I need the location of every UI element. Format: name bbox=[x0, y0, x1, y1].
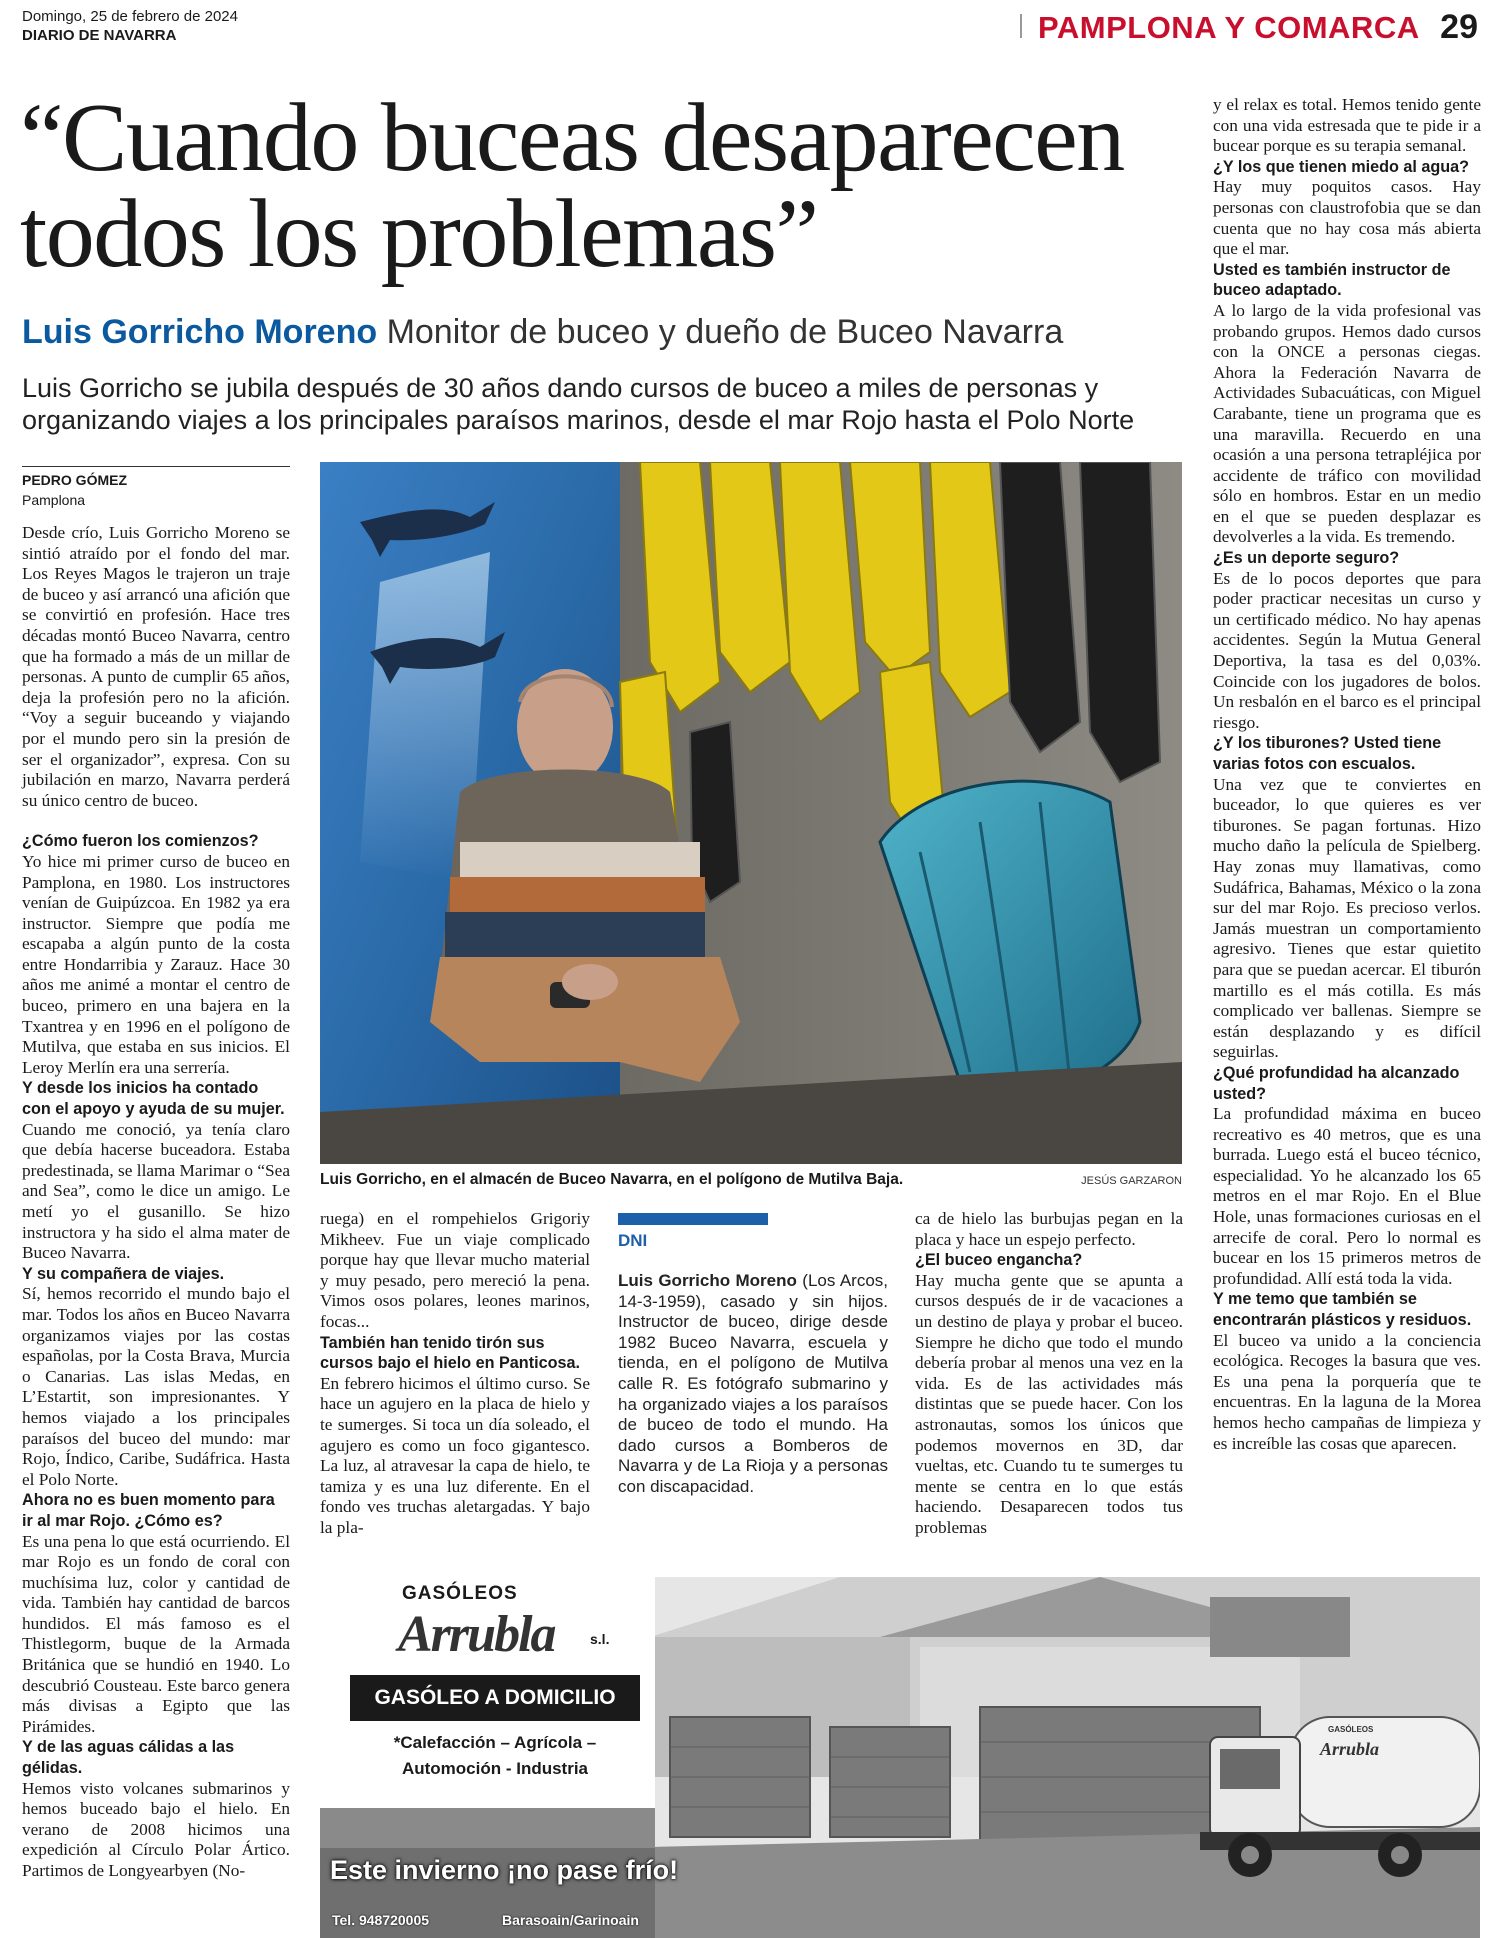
subtitle-role: Monitor de buceo y dueño de Buceo Navarra bbox=[386, 313, 1064, 351]
subtitle-name: Luis Gorricho Moreno bbox=[22, 313, 378, 351]
question: ¿El buceo engancha? bbox=[915, 1251, 1083, 1270]
byline-place: Pamplona bbox=[22, 492, 86, 508]
answer: La profundidad máxima en buceo recreativo es 40 metros, que es una burrada. Luego está el buceo técnico, especialidad. Yo he alcanzado los 65 metros en el mar Rojo. En el Blue Hole, unas formaciones curiosas en el arrecife de coral. Pero lo normal es bucear en los 15 primeros metros de profundidad. Allí está toda la vida. bbox=[1213, 1104, 1481, 1288]
ad-truck-label: GASÓLEOS bbox=[1328, 1725, 1374, 1734]
question: Y desde los inicios ha contado con el apoyo y ayuda de su mujer. bbox=[22, 1079, 285, 1119]
main-photo bbox=[320, 462, 1182, 1164]
answer: Hay muy poquitos casos. Hay personas con claustrofobia que se dan cuenta que no hay cosa más abierta que el mar. bbox=[1213, 177, 1481, 259]
answer: ca de hielo las burbujas pegan en la placa y hace un espejo perfecto. bbox=[915, 1209, 1183, 1249]
headline: “Cuando buceas desaparecen todos los problemas” bbox=[20, 84, 1124, 288]
answer: Yo hice mi primer curso de buceo en Pamplona, en 1980. Los instructores venían de Guipúzcoa. En 1982 ya era instructor. Siempre que podía me escapaba a algún punto de la costa entre Hondarribia y Zarauz. Hace 30 años me animé a montar el centro de buceo, primero en una bajera en la Txantrea y en 1996 en el polígono de Mutilva, que estaba en sus inicios. El Leroy Merlín era una serrería. bbox=[22, 851, 290, 1077]
answer: A lo largo de la vida profesional vas probando grupos. Hemos dado cursos con la ONCE a personas ciegas. Ahora la Federación Navarra de Actividades Subacuáticas, con Miguel Carabante, tiene un programa que es una maravilla. Recuerdo en una ocasión a una persona tetrapléjica por accidente de tráfico con movilidad sólo en hombros. Estar en un medio en el que se pueden desplazar es devolverles a la vida. Es tremendo. bbox=[1213, 300, 1481, 547]
header-section: PAMPLONA Y COMARCA bbox=[1038, 10, 1420, 45]
header-divider bbox=[1020, 14, 1022, 38]
dni-text bbox=[618, 1271, 888, 1498]
answer: En febrero hicimos el último curso. Se hace un agujero en la placa de hielo y te sumerges. Si toca un día soleado, el agujero es como un foco gigantesco. La luz, al atravesar la capa de hielo, te tamiza y es una luz diferente. En el fondo ves truchas aletargadas. Y bajo la pla- bbox=[320, 1373, 590, 1537]
answer: Cuando me conoció, ya tenía claro que debía hacerse buceadora. Estaba predestinada, se llama Marimar o “Sea and Sea”, como le dice un amigo. Le metí yo el gusanillo. Se hizo instructora y ha sido el alma mater de Buceo Navarra. bbox=[22, 1119, 290, 1263]
ad-logo: Arrubla bbox=[398, 1606, 555, 1663]
subtitle bbox=[22, 312, 1202, 352]
byline-rule bbox=[22, 466, 290, 467]
column-2 bbox=[320, 1209, 590, 1539]
question: Y de las aguas cálidas a las gélidas. bbox=[22, 1738, 235, 1778]
ad-location: Barasoain/Garinoain bbox=[502, 1912, 639, 1928]
question: ¿Cómo fueron los comienzos? bbox=[22, 832, 259, 851]
question: ¿Y los tiburones? Usted tiene varias fotos con escualos. bbox=[1213, 734, 1442, 773]
header-date: Domingo, 25 de febrero de 2024 bbox=[22, 8, 238, 25]
dni-name: Luis Gorricho Moreno bbox=[618, 1271, 797, 1290]
advertisement bbox=[320, 1577, 1480, 1938]
photo-caption: Luis Gorricho, en el almacén de Buceo Navarra, en el polígono de Mutilva Baja. bbox=[320, 1171, 904, 1188]
answer: Es de lo pocos deportes que para poder practicar necesitas un curso y un certificado médico. No hay apenas accidentes. Según la Mutua General Deportiva, la tasa es del 0,03%. Coincide con los jugadores de bolos. Un resbalón en el barco es el principal riesgo. bbox=[1213, 568, 1481, 732]
column-3 bbox=[915, 1209, 1183, 1539]
page-number: 29 bbox=[1440, 8, 1478, 46]
header-newspaper: DIARIO DE NAVARRA bbox=[22, 27, 177, 44]
dive-shop-photo bbox=[320, 462, 1182, 1164]
ad-domicilio-banner: GASÓLEO A DOMICILIO bbox=[350, 1675, 640, 1721]
ad-features-line-1: *Calefacción – Agrícola – bbox=[393, 1733, 597, 1752]
question: ¿Es un deporte seguro? bbox=[1213, 549, 1400, 568]
lead-paragraph: Luis Gorricho se jubila después de 30 años dando cursos de buceo a miles de personas y organizando viajes a los principales paraísos marinos, desde el mar Rojo hasta el Polo Norte bbox=[22, 373, 1135, 435]
dni-body: (Los Arcos, 14-3-1959), casado y sin hijos. Instructor de buceo, dirige desde 1982 Buceo Navarra, escuela y tienda, en el polígono de Mutilva calle R. Es fotógrafo submarino y ha organizado viajes a los paraísos de buceo de todo el mundo. Ha dado cursos a Bomberos de Navarra y de La Rioja y a personas con discapacidad. bbox=[618, 1271, 888, 1496]
byline-author: PEDRO GÓMEZ bbox=[22, 472, 128, 488]
question: Y su compañera de viajes. bbox=[22, 1264, 225, 1283]
answer: El buceo va unido a la conciencia ecológica. Recoges la basura que ves. Es una pena la porquería que te encuentras. En la laguna de la Morea hemos hecho campañas de limpieza y es increíble las cosas que aparecen. bbox=[1213, 1330, 1481, 1453]
question: ¿Y los que tienen miedo al agua? bbox=[1213, 157, 1470, 176]
question: Usted es también instructor de buceo adaptado. bbox=[1213, 260, 1451, 300]
question: ¿Qué profundidad ha alcanzado usted? bbox=[1213, 1063, 1460, 1103]
ad-features-line-2: Automoción - Industria bbox=[401, 1759, 589, 1778]
ad-gasoleos-label: GASÓLEOS bbox=[402, 1583, 518, 1604]
answer: Sí, hemos recorrido el mundo bajo el mar. Todos los años en Buceo Navarra organizamos viajes por las costas españolas, por la Costa Brava, Murcia o Canarias. Las islas Medas, en L’Estartit, son impresionantes. Y hemos viajado a los principales paraísos del buceo del mundo: mar Rojo, Índico, Caribe, Sudáfrica. Hasta el Polo Norte. bbox=[22, 1284, 290, 1489]
intro-paragraph: Desde crío, Luis Gorricho Moreno se sintió atraído por el fondo del mar. Los Reyes Magos le trajeron un traje de buceo y así arrancó una afición que se convirtió en profesión. Hace tres décadas montó Buceo Navarra, centro que ha formado a más de un millar de personas. A punto de cumplir 65 años, deja la profesión pero no la afición. “Voy a seguir buceando y viajando por el mundo pero sin la presión de ser el organizador”, expresa. Con su jubilación en marzo, Navarra perderá su único centro de buceo. bbox=[22, 523, 290, 810]
page-header bbox=[22, 6, 1478, 50]
ad-logo-suffix: s.l. bbox=[590, 1631, 610, 1647]
answer: ruega) en el rompehielos Grigoriy Mikheev. Fue un viaje complicado porque hay que llevar mucho material y muy pesado, pero mereció la pena. Vimos osos polares, leones marinos, focas... bbox=[320, 1209, 590, 1331]
dni-box bbox=[618, 1209, 888, 1539]
answer: Hemos visto volcanes submarinos y hemos buceado bajo el hielo. En verano de 2008 hicimos una expedición al Círculo Polar Ártico. Partimos de Longyearbyen (No- bbox=[22, 1778, 290, 1880]
answer: Hay mucha gente que se apunta a cursos después de ir de vacaciones a un destino de playa y probar el buceo. Siempre he dicho que todo el mundo debería probar al menos una vez en la vida. Es de las actividades más distintas que se puede hacer. Con los astronautas, somos los únicos que podemos movernos en 3D, dar vueltas, etc. Cuando tu te sumerges tu mente se centra en lo que estás haciendo. Desaparecen todos tus problemas bbox=[915, 1270, 1183, 1537]
answer: Una vez que te conviertes en buceador, lo que quieres es ver tiburones. Se pagan fortunas. Hizo mucho daño la película de Spielberg. Hay zonas muy llamativas, como Sudáfrica, Bahamas, México o la zona sur del mar Rojo. Es precioso verlos. Jamás muestran un comportamiento agresivo. Tienes que estar quietito para que se puedan acercar. El tiburón martillo es el más cotilla. Es más complicado ver ballenas. Siempre se están desplazando y es difícil seguirlas. bbox=[1213, 774, 1481, 1062]
question: Y me temo que también se encontrarán plásticos y residuos. bbox=[1213, 1290, 1472, 1330]
question: También han tenido tirón sus cursos bajo el hielo en Panticosa. bbox=[320, 1333, 580, 1373]
dni-color-bar bbox=[618, 1213, 768, 1225]
answer: y el relax es total. Hemos tenido gente con una vida estresada que te pide ir a bucear porque es su terapia semanal. bbox=[1213, 95, 1481, 156]
ad-slogan: Este invierno ¡no pase frío! bbox=[330, 1855, 679, 1885]
ad-truck-logo: Arrubla bbox=[1320, 1739, 1380, 1759]
column-4 bbox=[1213, 95, 1481, 1454]
dni-title: DNI bbox=[618, 1231, 648, 1250]
question: Ahora no es buen momento para ir al mar Rojo. ¿Cómo es? bbox=[22, 1491, 275, 1530]
ad-telephone: Tel. 948720005 bbox=[332, 1912, 430, 1928]
answer: Es una pena lo que está ocurriendo. El mar Rojo es un fondo de coral con muchísima luz, color y cantidad de vida. También hay cantidad de barcos hundidos. El más famoso es el Thistlegorm, buque de la Armada Británica que se hundió en 1940. Lo descubrió Cousteau. Este barco genera más divisas a Egipto que las Pirámides. bbox=[22, 1531, 290, 1736]
photo-credit: JESÚS GARZARON bbox=[1081, 1175, 1182, 1187]
column-1 bbox=[22, 523, 290, 1882]
